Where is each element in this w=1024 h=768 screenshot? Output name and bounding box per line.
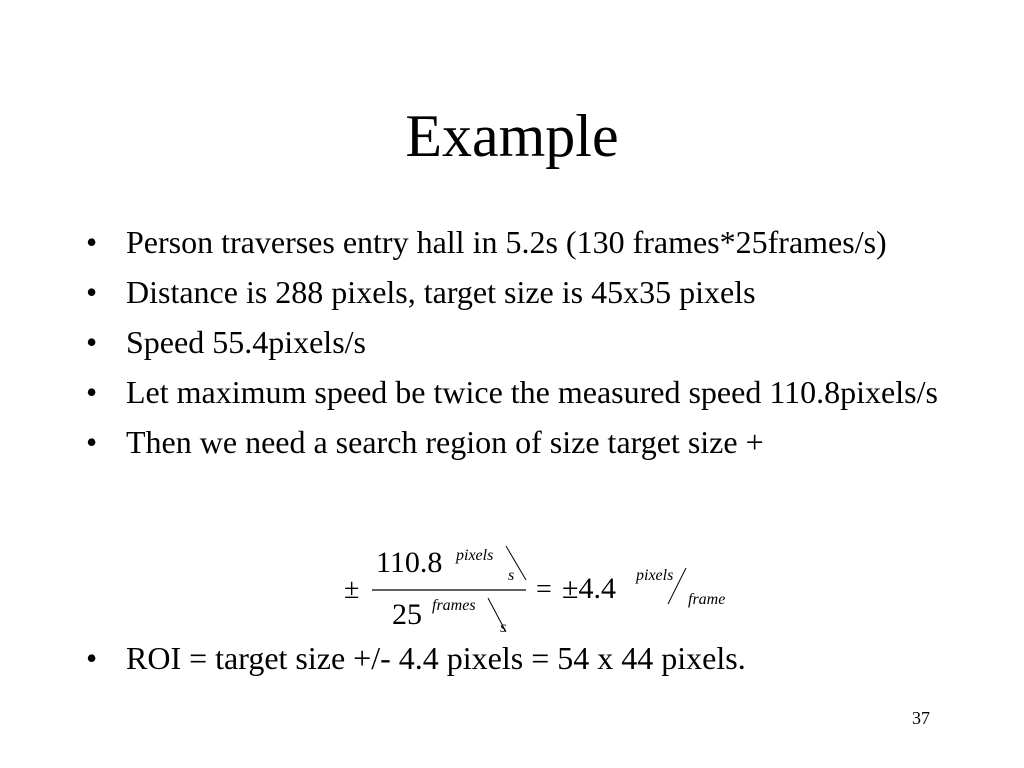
numerator-unit-bottom: s (508, 567, 515, 584)
result-value: ±4.4 (562, 572, 616, 605)
bullet-text: Distance is 288 pixels, target size is 45x35 pixels (126, 274, 756, 310)
bullet-text: Let maximum speed be twice the measured speed 110.8pixels/s (126, 374, 938, 410)
bullet-item-2 (86, 274, 946, 310)
bullet-item-4 (86, 374, 946, 410)
denominator-unit-bottom: s (500, 619, 507, 636)
numerator-unit-top: pixels (456, 547, 494, 564)
result-unit-bottom: frame (688, 591, 726, 608)
bullet-dot: • (86, 224, 98, 260)
bullet-dot: • (86, 324, 98, 360)
bullet-dot: • (86, 374, 98, 410)
equals-sign: = (536, 574, 552, 605)
page-number: 37 (912, 708, 930, 728)
bullet-text: ROI = target size +/- 4.4 pixels = 54 x 44 pixels. (126, 640, 746, 676)
bullet-list (86, 224, 946, 474)
denominator-value: 25 (392, 598, 422, 631)
plus-minus-sign: ± (344, 574, 360, 605)
bullet-item-6 (86, 640, 946, 676)
numerator-value: 110.8 (376, 546, 443, 579)
slide-title: Example (405, 103, 619, 169)
bullet-item-3 (86, 324, 946, 360)
denominator-unit-top: frames (432, 597, 476, 614)
bullet-text: Person traverses entry hall in 5.2s (130 frames*25frames/s) (126, 224, 887, 260)
result-unit-top: pixels (636, 567, 674, 584)
equation-svg (340, 538, 760, 638)
bullet-text: Then we need a search region of size target size + (126, 424, 764, 460)
bullet-text: Speed 55.4pixels/s (126, 324, 366, 360)
bullet-dot: • (86, 640, 98, 676)
bullet-dot: • (86, 424, 98, 460)
bullet-item-5 (86, 424, 946, 460)
equation (340, 538, 760, 638)
bullet-dot: • (86, 274, 98, 310)
bullet-item-1 (86, 224, 946, 260)
